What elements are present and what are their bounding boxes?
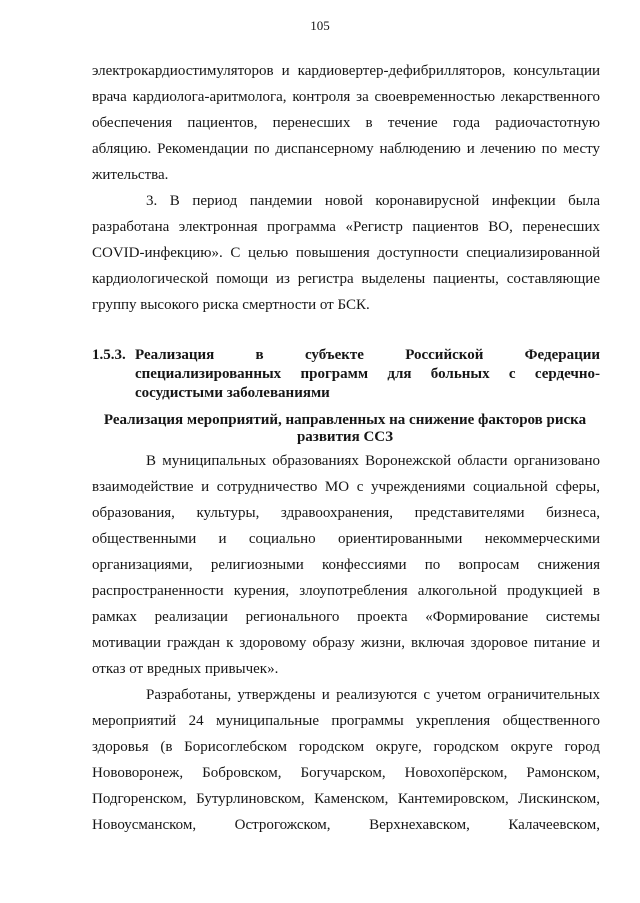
paragraph-line: здоровья (в Борисоглебском городском округе, городском округе город xyxy=(92,739,600,755)
paragraph-line: жительства. xyxy=(92,167,169,183)
paragraph-line: мероприятий 24 муниципальные программы укрепления общественного xyxy=(92,713,600,729)
paragraph-line: 3. В период пандемии новой коронавирусной инфекции была xyxy=(146,193,600,209)
paragraph-line: общественными и социально ориентированными некоммерческими xyxy=(92,531,600,547)
paragraph-line: электрокардиостимуляторов и кардиовертер-дефибрилляторов, консультации xyxy=(92,63,600,79)
page-number: 105 xyxy=(310,18,330,33)
paragraph-line: абляцию. Рекомендации по диспансерному наблюдению и лечению по месту xyxy=(92,141,600,157)
section-number: 1.5.3. xyxy=(92,347,126,363)
paragraph-line: организациями, религиозными конфессиями по вопросам снижения xyxy=(92,557,600,573)
paragraph-line: Новоусманском, Острогожском, Верхнехавском, Калачеевском, xyxy=(92,817,600,833)
paragraph-line: разработана электронная программа «Регистр пациентов ВО, перенесших xyxy=(92,219,600,235)
section-title-line: Реализация в субъекте Российской Федерации xyxy=(135,347,600,363)
paragraph-line: В муниципальных образованиях Воронежской области организовано xyxy=(146,453,600,469)
section-title-line: специализированных программ для больных с сердечно- xyxy=(135,366,600,382)
paragraph-line: мотивации граждан к здоровому образу жизни, включая здоровое питание и xyxy=(92,635,600,651)
paragraph-line: отказ от вредных привычек». xyxy=(92,661,279,677)
paragraph-line: распространенности курения, злоупотребления алкогольной продукцией в xyxy=(92,583,600,599)
paragraph-line: кардиологической помощи из регистра выделены пациенты, составляющие xyxy=(92,271,600,287)
paragraph-line: врача кардиолога-аритмолога, контроля за своевременностью лекарственного xyxy=(92,89,600,105)
paragraph-line: группу высокого риска смертности от БСК. xyxy=(92,297,370,313)
paragraph-line: COVID-инфекцию». С целью повышения доступности специализированной xyxy=(92,245,600,261)
paragraph-line: рамках реализации регионального проекта «Формирование системы xyxy=(92,609,600,625)
paragraph-line: взаимодействие и сотрудничество МО с учреждениями социальной сферы, xyxy=(92,479,600,495)
paragraph-line: образования, культуры, здравоохранения, представителями бизнеса, xyxy=(92,505,600,521)
section-title-line: сосудистыми заболеваниями xyxy=(135,385,330,401)
subheading-line: Реализация мероприятий, направленных на снижение факторов риска xyxy=(103,412,587,428)
paragraph-line: обеспечения пациентов, перенесших в течение года радиочастотную xyxy=(92,115,600,131)
subheading-line: развития ССЗ xyxy=(296,429,394,445)
paragraph-line: Разработаны, утверждены и реализуются с учетом ограничительных xyxy=(146,687,600,703)
paragraph-line: Подгоренском, Бутурлиновском, Каменском, Кантемировском, Лискинском, xyxy=(92,791,600,807)
paragraph-line: Нововоронеж, Бобровском, Богучарском, Новохопёрском, Рамонском, xyxy=(92,765,600,781)
